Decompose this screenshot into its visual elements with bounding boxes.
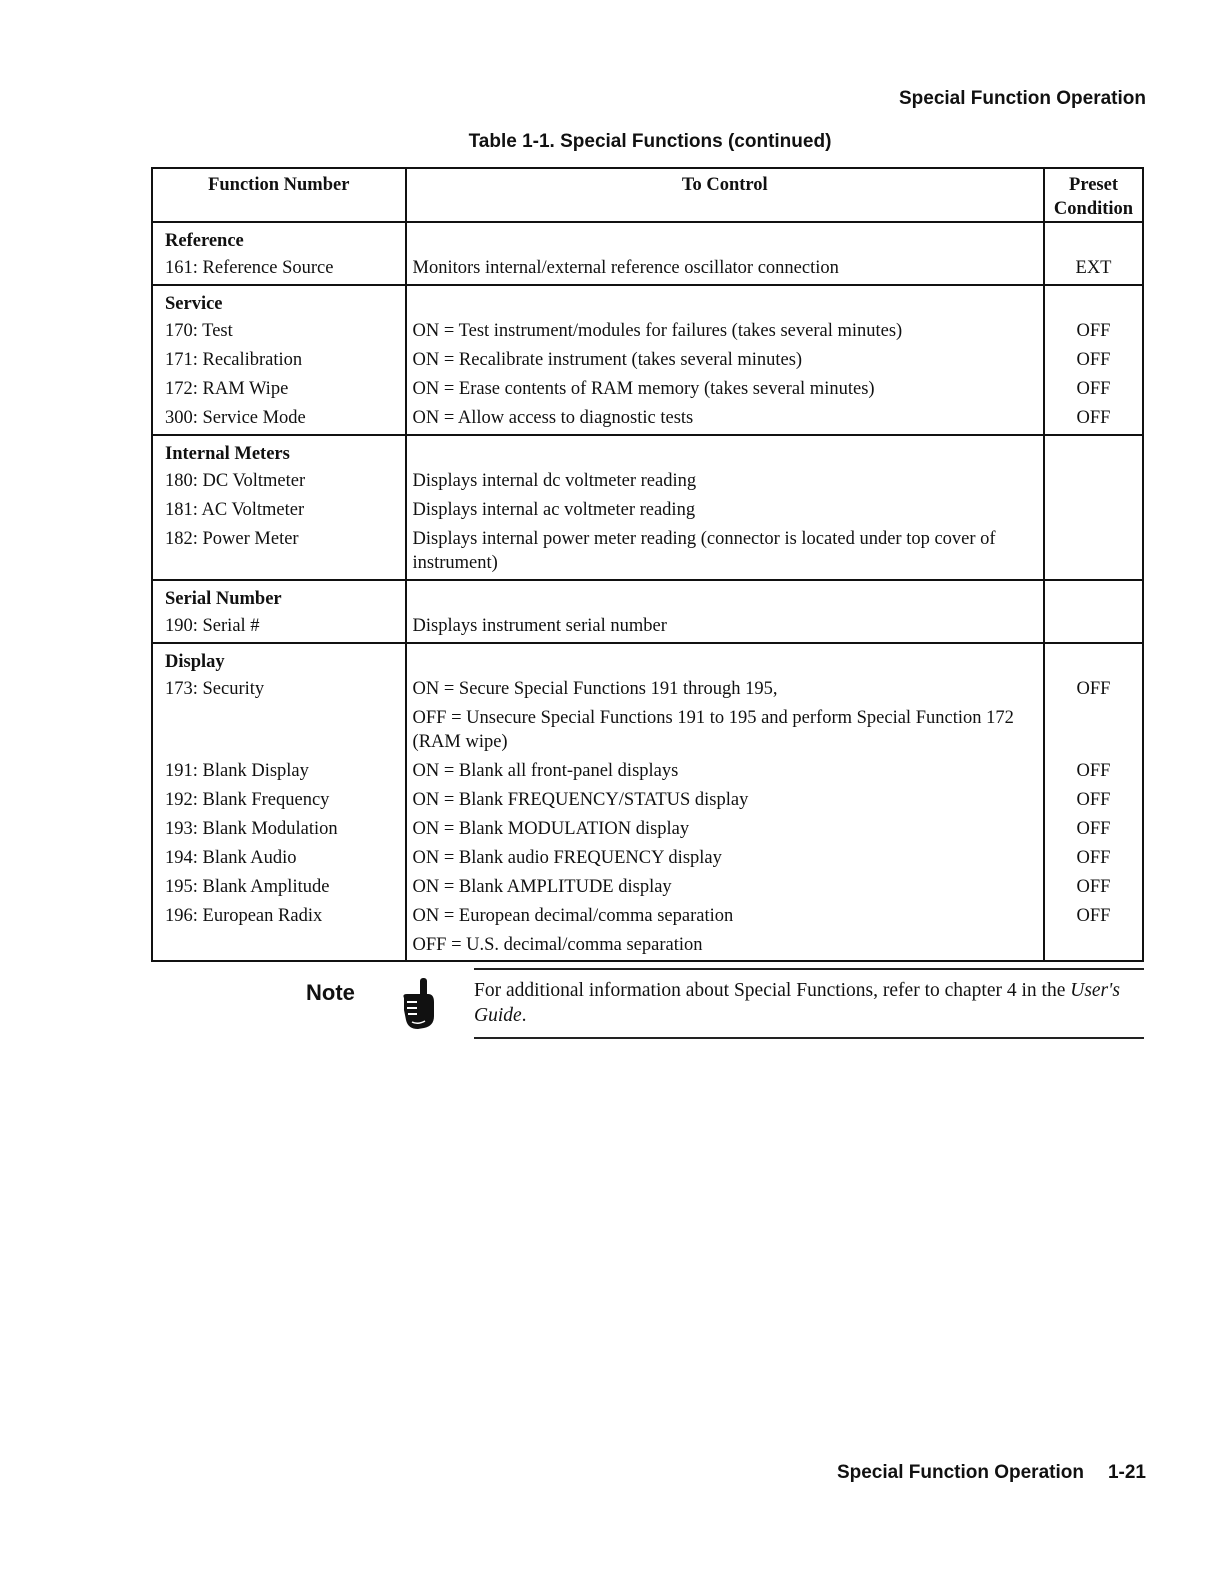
footer-section-title: Special Function Operation	[836, 1462, 1084, 1483]
group-title: Serial Number	[152, 580, 406, 612]
preset-condition	[1044, 931, 1143, 961]
control-description: ON = Blank FREQUENCY/STATUS display	[406, 786, 1044, 815]
note-text-after: .	[521, 1005, 527, 1026]
preset-condition: OFF	[1044, 844, 1143, 873]
control-description: ON = Secure Special Functions 191 through 195,	[406, 675, 1044, 704]
control-description: ON = Test instrument/modules for failures (takes several minutes)	[406, 317, 1044, 346]
table-row	[152, 815, 1143, 844]
control-description: Displays internal power meter reading (connector is located under top cover of instrument)	[406, 525, 1044, 580]
control-description: ON = Blank MODULATION display	[406, 815, 1044, 844]
preset-condition: OFF	[1044, 675, 1143, 704]
group-title-row	[152, 285, 1143, 317]
function-number	[152, 931, 406, 961]
special-functions-table	[151, 167, 1144, 962]
function-number: 171: Recalibration	[152, 346, 406, 375]
control-description: ON = Blank audio FREQUENCY display	[406, 844, 1044, 873]
preset-condition: EXT	[1044, 254, 1143, 285]
preset-condition	[1044, 525, 1143, 580]
preset-condition: OFF	[1044, 902, 1143, 931]
function-number: 191: Blank Display	[152, 757, 406, 786]
control-description: Displays instrument serial number	[406, 612, 1044, 643]
table-row	[152, 346, 1143, 375]
function-number: 195: Blank Amplitude	[152, 873, 406, 902]
note-text-before: For additional information about Special Functions, refer to chapter 4 in the	[474, 980, 1071, 1001]
group-title-row	[152, 435, 1143, 467]
table-row	[152, 675, 1143, 704]
pointing-hand-icon	[398, 976, 438, 1032]
function-number	[152, 704, 406, 757]
function-number: 182: Power Meter	[152, 525, 406, 580]
preset-condition: OFF	[1044, 404, 1143, 435]
preset-condition: OFF	[1044, 346, 1143, 375]
function-number: 300: Service Mode	[152, 404, 406, 435]
function-number: 181: AC Voltmeter	[152, 496, 406, 525]
preset-condition	[1044, 467, 1143, 496]
table-row	[152, 873, 1143, 902]
page-footer	[837, 1462, 1146, 1484]
preset-condition: OFF	[1044, 757, 1143, 786]
table-row	[152, 757, 1143, 786]
control-description: ON = Blank all front-panel displays	[406, 757, 1044, 786]
preset-condition: OFF	[1044, 317, 1143, 346]
table-row	[152, 317, 1143, 346]
control-description: ON = Blank AMPLITUDE display	[406, 873, 1044, 902]
table-title: Table 1-1. Special Functions (continued)	[468, 131, 832, 152]
note-label: Note	[306, 980, 355, 1005]
group-title-row	[152, 643, 1143, 675]
table-row	[152, 467, 1143, 496]
table-row	[152, 612, 1143, 643]
header-to-control: To Control	[406, 168, 1044, 222]
table-row	[152, 254, 1143, 285]
note-text	[474, 968, 1144, 1039]
group-title-row	[152, 580, 1143, 612]
header-function-number: Function Number	[152, 168, 406, 222]
table-row	[152, 902, 1143, 931]
table-row	[152, 786, 1143, 815]
group-title: Reference	[152, 222, 406, 254]
preset-condition: OFF	[1044, 815, 1143, 844]
running-head: Special Function Operation	[898, 88, 1146, 109]
function-number: 193: Blank Modulation	[152, 815, 406, 844]
preset-condition	[1044, 612, 1143, 643]
group-title: Internal Meters	[152, 435, 406, 467]
control-description: OFF = U.S. decimal/comma separation	[406, 931, 1044, 961]
group-title: Service	[152, 285, 406, 317]
control-description: ON = European decimal/comma separation	[406, 902, 1044, 931]
table-row	[152, 375, 1143, 404]
control-description: Displays internal ac voltmeter reading	[406, 496, 1044, 525]
control-description: ON = Recalibrate instrument (takes several minutes)	[406, 346, 1044, 375]
preset-condition: OFF	[1044, 873, 1143, 902]
header-preset-condition: Preset Condition	[1044, 168, 1143, 222]
control-description: OFF = Unsecure Special Functions 191 to 195 and perform Special Function 172 (RAM wipe)	[406, 704, 1044, 757]
control-description: ON = Allow access to diagnostic tests	[406, 404, 1044, 435]
preset-condition: OFF	[1044, 786, 1143, 815]
users-guide-title: User's Guide	[474, 980, 1120, 1026]
table-row	[152, 931, 1143, 961]
group-title: Display	[152, 643, 406, 675]
function-number: 172: RAM Wipe	[152, 375, 406, 404]
page-number: 1-21	[1107, 1462, 1146, 1483]
function-number: 190: Serial #	[152, 612, 406, 643]
function-number: 180: DC Voltmeter	[152, 467, 406, 496]
function-number: 196: European Radix	[152, 902, 406, 931]
table-row	[152, 704, 1143, 757]
table-row	[152, 404, 1143, 435]
table-row	[152, 525, 1143, 580]
function-number: 161: Reference Source	[152, 254, 406, 285]
table-row	[152, 496, 1143, 525]
control-description: Monitors internal/external reference oscillator connection	[406, 254, 1044, 285]
control-description: Displays internal dc voltmeter reading	[406, 467, 1044, 496]
function-number: 173: Security	[152, 675, 406, 704]
preset-condition	[1044, 704, 1143, 757]
table-row	[152, 844, 1143, 873]
function-number: 170: Test	[152, 317, 406, 346]
control-description: ON = Erase contents of RAM memory (takes several minutes)	[406, 375, 1044, 404]
function-number: 192: Blank Frequency	[152, 786, 406, 815]
function-number: 194: Blank Audio	[152, 844, 406, 873]
group-title-row	[152, 222, 1143, 254]
preset-condition	[1044, 496, 1143, 525]
table-header-row	[152, 168, 1143, 222]
preset-condition: OFF	[1044, 375, 1143, 404]
